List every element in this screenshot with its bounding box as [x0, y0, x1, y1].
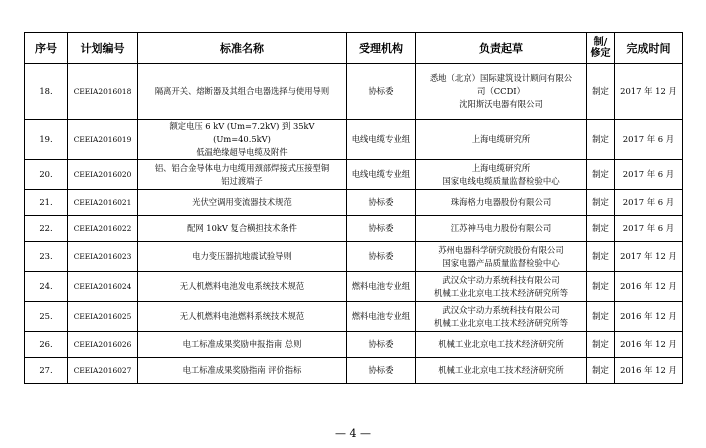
cell-type: 制定 [587, 190, 615, 216]
cell-agency: 协标委 [347, 358, 416, 384]
header-type-line2: 修定 [590, 48, 611, 59]
cell-time: 2017 年 6 月 [615, 216, 683, 242]
cell-code: CEEIA2016019 [68, 120, 138, 160]
name-line: 电工标准成果奖励申报指南 总则 [182, 339, 302, 349]
cell-no: 22. [25, 216, 68, 242]
drafter-line: 苏州电器科学研究院股份有限公司 [438, 244, 564, 255]
cell-type: 制定 [587, 302, 615, 332]
table-row [25, 160, 683, 190]
cell-code: CEEIA2016025 [68, 302, 138, 332]
cell-name [138, 242, 347, 272]
header-type [587, 33, 615, 64]
name-line: 电力变压器抗地震试验导则 [192, 251, 292, 261]
cell-time: 2016 年 12 月 [615, 272, 683, 302]
cell-no: 27. [25, 358, 68, 384]
drafter-line: 沈阳斯沃电器有限公司 [459, 99, 543, 109]
cell-name [138, 272, 347, 302]
cell-agency: 协标委 [347, 242, 416, 272]
drafter-line: 机械工业北京电工技术经济研究所 [438, 339, 564, 349]
drafter-line: 上海电缆研究所 [471, 162, 531, 173]
cell-drafter [416, 302, 587, 332]
cell-code: CEEIA2016022 [68, 216, 138, 242]
cell-no: 20. [25, 160, 68, 190]
cell-agency: 协标委 [347, 190, 416, 216]
cell-type: 制定 [587, 120, 615, 160]
table-row [25, 332, 683, 358]
header-time: 完成时间 [615, 33, 683, 64]
drafter-line: 武汉众宇动力系统科技有限公司 [442, 274, 560, 285]
cell-drafter [416, 272, 587, 302]
header-drafter: 负责起草 [416, 33, 587, 64]
cell-type: 制定 [587, 358, 615, 384]
cell-code: CEEIA2016027 [68, 358, 138, 384]
cell-type: 制定 [587, 332, 615, 358]
drafter-line: 悉地（北京）国际建筑设计顾问有限公 [429, 73, 573, 83]
header-row [25, 33, 683, 64]
cell-drafter [416, 332, 587, 358]
table-row [25, 358, 683, 384]
drafter-line: 机械工业北京电工技术经济研究所等 [434, 317, 568, 328]
cell-time: 2016 年 12 月 [615, 358, 683, 384]
name-line: 铝过渡端子 [221, 175, 263, 186]
drafter-line: 珠海格力电器股份有限公司 [450, 197, 552, 207]
cell-drafter [416, 120, 587, 160]
name-line: 配网 10kV 复合横担技术条件 [187, 223, 297, 233]
cell-time: 2017 年 6 月 [615, 120, 683, 160]
cell-time: 2017 年 12 月 [615, 64, 683, 120]
cell-time: 2016 年 12 月 [615, 332, 683, 358]
cell-type: 制定 [587, 216, 615, 242]
cell-name [138, 120, 347, 160]
header-no: 序号 [25, 33, 68, 64]
table-row [25, 190, 683, 216]
name-line: 隔离开关、熔断器及其组合电器选择与使用导则 [154, 86, 330, 96]
header-code: 计划编号 [68, 33, 138, 64]
cell-agency: 协标委 [347, 216, 416, 242]
cell-drafter [416, 190, 587, 216]
cell-no: 26. [25, 332, 68, 358]
drafter-line: 机械工业北京电工技术经济研究所 [438, 365, 564, 375]
table-row [25, 120, 683, 160]
header-agency: 受理机构 [347, 33, 416, 64]
cell-no: 23. [25, 242, 68, 272]
cell-code: CEEIA2016024 [68, 272, 138, 302]
page-number: — 4 — [335, 427, 371, 440]
table-row [25, 242, 683, 272]
cell-name [138, 216, 347, 242]
cell-name [138, 64, 347, 120]
cell-code: CEEIA2016020 [68, 160, 138, 190]
drafter-line: 武汉众宇动力系统科技有限公司 [442, 304, 560, 315]
cell-no: 25. [25, 302, 68, 332]
cell-code: CEEIA2016018 [68, 64, 138, 120]
cell-agency: 电线电缆专业组 [347, 120, 416, 160]
header-type-line1: 制/ [593, 37, 608, 48]
cell-drafter [416, 64, 587, 120]
name-line: 电工标准成果奖励指南 评价指标 [182, 365, 302, 375]
cell-drafter [416, 242, 587, 272]
name-line: 低温绝缘超导电缆及附件 [196, 147, 288, 157]
cell-agency: 电线电缆专业组 [347, 160, 416, 190]
cell-no: 18. [25, 64, 68, 120]
table-row [25, 272, 683, 302]
cell-agency: 协标委 [347, 332, 416, 358]
header-name: 标准名称 [138, 33, 347, 64]
cell-time: 2017 年 12 月 [615, 242, 683, 272]
cell-no: 21. [25, 190, 68, 216]
cell-code: CEEIA2016026 [68, 332, 138, 358]
cell-name [138, 190, 347, 216]
cell-drafter [416, 358, 587, 384]
drafter-line: 上海电缆研究所 [471, 134, 531, 144]
table-row [25, 64, 683, 120]
cell-code: CEEIA2016023 [68, 242, 138, 272]
cell-name [138, 332, 347, 358]
cell-type: 制定 [587, 272, 615, 302]
cell-name [138, 358, 347, 384]
cell-agency: 燃料电池专业组 [347, 272, 416, 302]
drafter-line: 国家电器产品质量监督检验中心 [442, 257, 560, 268]
cell-type: 制定 [587, 64, 615, 120]
name-line: 铝、铝合金导体电力电缆用颈部焊接式压接型铜 [154, 162, 330, 173]
drafter-line: 江苏神马电力股份有限公司 [450, 223, 552, 233]
cell-time: 2017 年 6 月 [615, 190, 683, 216]
cell-name [138, 160, 347, 190]
cell-time: 2017 年 6 月 [615, 160, 683, 190]
cell-name [138, 302, 347, 332]
standards-table [24, 32, 683, 384]
cell-drafter [416, 216, 587, 242]
name-line: 额定电压 6 kV (Um=7.2kV) 到 35kV (Um=40.5kV) [169, 121, 315, 144]
cell-no: 19. [25, 120, 68, 160]
table-row [25, 302, 683, 332]
cell-type: 制定 [587, 160, 615, 190]
cell-drafter [416, 160, 587, 190]
drafter-line: 机械工业北京电工技术经济研究所等 [434, 287, 568, 298]
name-line: 光伏空调用变流器技术规范 [192, 197, 292, 207]
drafter-line: 国家电线电缆质量监督检验中心 [442, 175, 560, 186]
cell-agency: 协标委 [347, 64, 416, 120]
name-line: 无人机燃料电池燃料系统技术规范 [179, 311, 305, 321]
cell-time: 2016 年 12 月 [615, 302, 683, 332]
cell-code: CEEIA2016021 [68, 190, 138, 216]
name-line: 无人机燃料电池发电系统技术规范 [179, 281, 305, 291]
drafter-line: 司（CCDI） [477, 86, 525, 96]
cell-no: 24. [25, 272, 68, 302]
table-row [25, 216, 683, 242]
cell-type: 制定 [587, 242, 615, 272]
cell-agency: 燃料电池专业组 [347, 302, 416, 332]
